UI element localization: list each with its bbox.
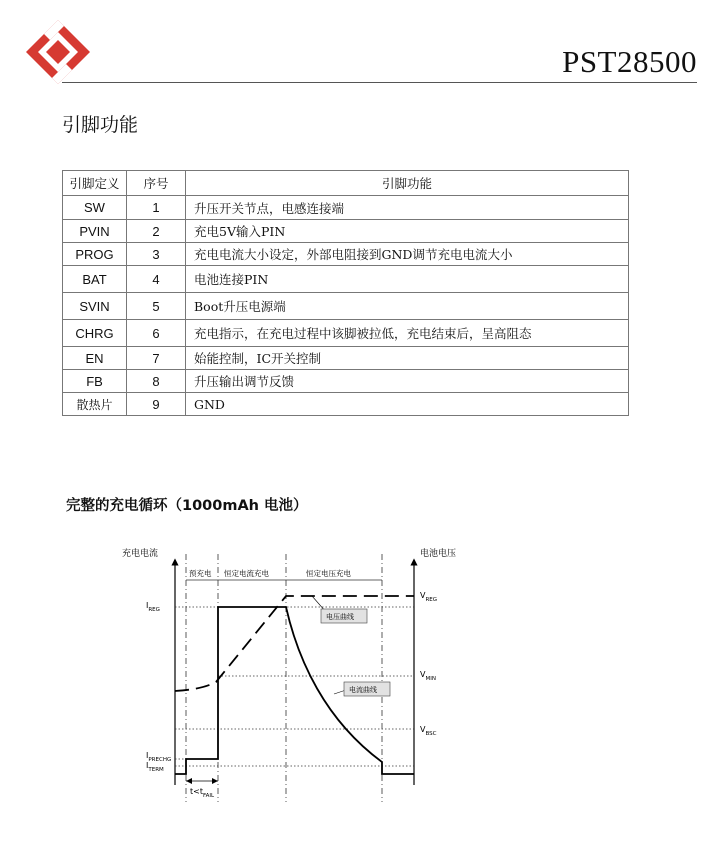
table-row <box>63 243 629 266</box>
pin-name: PROG <box>63 243 127 266</box>
phase-precharge-label: 预充电 <box>189 569 212 578</box>
charge-cycle-diagram <box>120 540 460 820</box>
table-row <box>63 393 629 416</box>
pin-function: 电池连接PIN <box>186 266 629 293</box>
product-model: PST28500 <box>562 44 697 79</box>
pin-function: Boot升压电源端 <box>186 293 629 320</box>
battery-voltage-curve <box>175 596 414 691</box>
pin-function: 充电电流大小设定，外部电阻接到GND调节充电电流大小 <box>186 243 629 266</box>
phase-cv-label: 恒定电压充电 <box>306 569 351 578</box>
pin-name: BAT <box>63 266 127 293</box>
pin-name: PVIN <box>63 220 127 243</box>
charge-cycle-title: 完整的充电循环（1000mAh 电池） <box>66 498 308 514</box>
table-row <box>63 370 629 393</box>
pin-function: 充电指示，在充电过程中该脚被拉低，充电结束后，呈高阻态 <box>186 320 629 347</box>
table-row <box>63 347 629 370</box>
pin-function: 升压开关节点，电感连接端 <box>186 196 629 220</box>
left-axis-label: 充电电流 <box>122 549 159 559</box>
timer-arrow-left <box>186 778 192 784</box>
v-min-label: $V_{MIN}$ <box>420 670 436 682</box>
pin-number: 7 <box>127 347 186 370</box>
pin-number: 6 <box>127 320 186 347</box>
v-reg-label: $V_{REG}$ <box>420 591 438 603</box>
timer-arrow-right <box>212 778 218 784</box>
pin-function: GND <box>186 393 629 416</box>
pin-function: 升压输出调节反馈 <box>186 370 629 393</box>
table-row <box>63 293 629 320</box>
phase-cc-label: 恒定电流充电 <box>224 569 269 578</box>
pin-name: SW <box>63 196 127 220</box>
pin-number: 5 <box>127 293 186 320</box>
pin-table-header <box>63 171 629 196</box>
pin-number: 3 <box>127 243 186 266</box>
pin-number: 1 <box>127 196 186 220</box>
table-row <box>63 266 629 293</box>
pin-table <box>62 170 629 416</box>
pin-name: SVIN <box>63 293 127 320</box>
timer-label: $t<t_{FAIL}$ <box>190 787 215 799</box>
pin-name: 散热片 <box>63 393 127 416</box>
pin-number: 2 <box>127 220 186 243</box>
header-pin-function: 引脚功能 <box>186 171 629 196</box>
company-logo-icon <box>24 18 92 86</box>
right-axis-label: 电池电压 <box>420 549 457 559</box>
i-term-label: $I_{TERM}$ <box>146 761 164 773</box>
current-curve-label: 电流曲线 <box>349 686 377 694</box>
table-row <box>63 196 629 220</box>
table-row <box>63 220 629 243</box>
table-row <box>63 320 629 347</box>
pin-name: EN <box>63 347 127 370</box>
v-bsc-label: $V_{BSC}$ <box>420 725 437 737</box>
i-prechg-label: $I_{PRECHG}$ <box>146 751 172 763</box>
pin-number: 9 <box>127 393 186 416</box>
pin-function: 充电5V输入PIN <box>186 220 629 243</box>
header-divider <box>62 82 697 83</box>
voltage-curve-label: 电压曲线 <box>326 613 354 621</box>
header-pin-name: 引脚定义 <box>63 171 127 196</box>
i-reg-label: $I_{REG}$ <box>146 601 160 613</box>
pin-section-title: 引脚功能 <box>62 114 139 136</box>
header-pin-number: 序号 <box>127 171 186 196</box>
pin-name: FB <box>63 370 127 393</box>
pin-function: 始能控制，IC开关控制 <box>186 347 629 370</box>
pin-name: CHRG <box>63 320 127 347</box>
pin-number: 4 <box>127 266 186 293</box>
pin-number: 8 <box>127 370 186 393</box>
